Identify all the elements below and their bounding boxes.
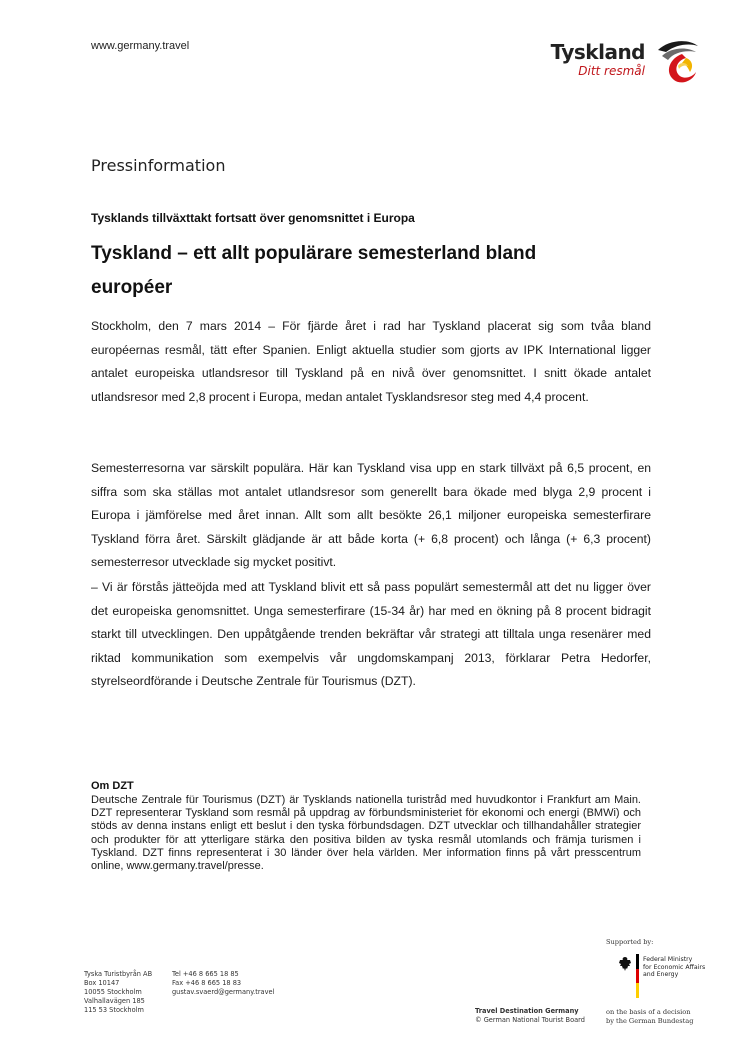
federal-eagle-icon <box>618 956 632 972</box>
stylized-bird-swoosh-icon <box>652 36 702 86</box>
ministry-name <box>643 956 705 979</box>
address-line: Valhallavägen 185 <box>84 997 145 1005</box>
contact-email[interactable]: gustav.svaerd@germany.travel <box>172 988 275 996</box>
tdg-title: Travel Destination Germany <box>475 1007 579 1015</box>
contact-phone: Tel +46 8 665 18 85 <box>172 970 239 978</box>
about-heading: Om DZT <box>91 780 134 792</box>
bundestag-note <box>606 1008 693 1025</box>
brand-logo <box>551 41 645 78</box>
logo-subtitle: Ditt resmål <box>578 64 645 78</box>
ministry-line: and Energy <box>643 971 679 978</box>
ministry-line: Federal Ministry <box>643 956 693 963</box>
document-type: Pressinformation <box>91 156 226 175</box>
flag-band-black <box>636 954 639 969</box>
bundestag-line: on the basis of a decision <box>606 1008 691 1016</box>
body-paragraph: – Vi är förstås jätteöjda med att Tyskland blivit ett så pass populärt semestermål att det nu ligger över det europeiska genomsnittet. Unga semesterfirare (15-34 år) har med en ökning på 8 procent bidragit starkt till utvecklingen. Den uppåtgående trenden bekräftar vår strategi att tilltala unga resenärer med riktad kommunikation som exempelvis vår ungdomskampanj 2013, förklarar Petra Hedorfer, styrelseordförande i Deutsche Zentrale für Tourismus (DZT). <box>91 580 651 688</box>
ministry-line: for Economic Affairs <box>643 963 706 971</box>
footer-address <box>84 970 152 1015</box>
supported-by-label: Supported by: <box>606 938 654 946</box>
headline-line-1: Tyskland – ett allt populärare semesterland bland <box>91 243 537 264</box>
flag-band-gold <box>636 983 639 998</box>
kicker: Tysklands tillväxttakt fortsatt över genomsnittet i Europa <box>91 211 415 225</box>
about-body: Deutsche Zentrale für Tourismus (DZT) är Tysklands nationella turistråd med huvudkontor i Frankfurt am Main. DZT representerar Tyskland som resmål på uppdrag av förbundsministeriet för ekonomi och energi (BMWi) och stöds av denna instans enligt ett beslut i den tyska förbundsdagen. DZT utvecklar och tillhandahåller strategier och produkter för att ytterligare stärka den positiva bilden av tyska resmål utomlands och främja turismen i Tyskland. DZT finns representerat i 30 länder över hela världen. Mer information finns på vårt presscentrum online, www.germany.travel/presse. <box>91 794 641 873</box>
website-url: www.germany.travel <box>91 40 190 52</box>
body-paragraph: Stockholm, den 7 mars 2014 – För fjärde året i rad har Tyskland placerat sig som tvåa bland européernas resmål, tätt efter Spanien. Enligt aktuella studier som gjorts av IPK International ligger antalet europeiska utlandsresor till Tyskland på en nivå över genomsnittet. I snitt ökade antalet utlandsresor med 2,8 procent i Europa, medan antalet Tysklandsresor steg med 4,4 procent. <box>91 319 651 404</box>
tdg-subtitle: © German National Tourist Board <box>475 1016 585 1024</box>
footer-tdg <box>475 1007 585 1025</box>
flag-band-red <box>636 969 639 984</box>
headline <box>91 237 651 305</box>
body-paragraph: Semesterresorna var särskilt populära. Här kan Tyskland visa upp en stark tillväxt på 6,5 procent, en siffra som ska ställas mot antalet utlandsresor som generellt bara ökade med blyga 2,9 procent i Europa i jämförelse med året innan. Allt som allt besökte 26,1 miljoner europeiska semesterfirare Tyskland förra året. Särskilt glädjande är att både korta (+ 6,8 procent) och långa (+ 6,3 procent) semesterresor utvecklade sig mycket positivt. <box>91 461 651 569</box>
address-line: 115 53 Stockholm <box>84 1006 144 1014</box>
footer-contact <box>172 970 274 997</box>
bundestag-line: by the German Bundestag <box>606 1016 694 1025</box>
address-line: 10055 Stockholm <box>84 988 142 996</box>
address-line: Box 10147 <box>84 979 120 987</box>
headline-line-2: européer <box>91 277 173 298</box>
contact-fax: Fax +46 8 665 18 83 <box>172 979 242 987</box>
logo-title: Tyskland <box>550 40 645 64</box>
german-flag-stripe <box>636 954 639 998</box>
address-line: Tyska Turistbyrån AB <box>84 970 153 978</box>
